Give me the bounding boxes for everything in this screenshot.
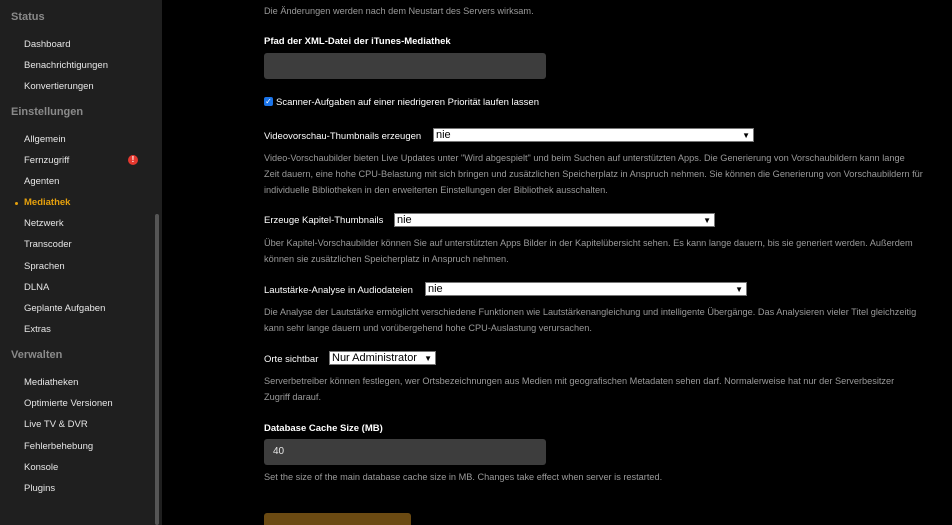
places-help-2: Zugriff darauf. bbox=[264, 392, 322, 402]
loudness-help-1: Die Analyse der Lautstärke ermöglicht verschiedene Funktionen wie Lautstärkenangleichung und intelligente Übergänge. Das Analysieren vieler Titel gleichzeitig bbox=[264, 307, 917, 317]
itunes-path-input[interactable] bbox=[264, 53, 546, 79]
loudness-select[interactable] bbox=[425, 282, 747, 296]
sidebar-item-optimierte-versionen[interactable]: Optimierte Versionen bbox=[24, 398, 113, 409]
video-thumbs-label: Videovorschau-Thumbnails erzeugen bbox=[264, 131, 422, 142]
itunes-path-label: Pfad der XML-Datei der iTunes-Mediathek bbox=[264, 36, 451, 47]
scanner-priority-checkbox[interactable]: ✓ bbox=[265, 97, 272, 106]
chapter-thumbs-help-1: Über Kapitel-Vorschaubilder können Sie auf unterstützten Apps Bilder in der Kapitelübersicht sehen. Es kann lange dauern, bis sie generiert werden. Außerdem bbox=[264, 238, 913, 248]
sidebar-item-konsole[interactable]: Konsole bbox=[24, 462, 59, 473]
sidebar-item-fernzugriff[interactable]: Fernzugriff bbox=[24, 155, 70, 166]
video-thumbs-help-2: Zeit dauern, eine hohe CPU-Belastung mit sich bringen und zusätzlichen Speicherplatz in Anspruch nehmen. Sie können die Generierung von Vorschaubildern für bbox=[264, 169, 923, 179]
db-cache-help: Set the size of the main database cache size in MB. Changes take effect when server is restarted. bbox=[264, 472, 663, 482]
sidebar-item-geplante-aufgaben[interactable]: Geplante Aufgaben bbox=[24, 303, 106, 314]
alert-icon: ! bbox=[128, 155, 138, 165]
sidebar-item-plugins[interactable]: Plugins bbox=[24, 483, 56, 494]
places-value: Nur Administrator bbox=[332, 352, 417, 364]
video-thumbs-select[interactable] bbox=[433, 128, 754, 142]
video-thumbs-value: nie bbox=[436, 129, 451, 141]
sidebar-item-benachrichtigungen[interactable]: Benachrichtigungen bbox=[24, 60, 108, 71]
sidebar-item-sprachen[interactable]: Sprachen bbox=[24, 261, 65, 272]
sidebar-scrollbar[interactable] bbox=[155, 214, 159, 525]
chevron-down-icon: ▼ bbox=[742, 131, 750, 140]
db-cache-label: Database Cache Size (MB) bbox=[264, 423, 383, 434]
places-help-1: Serverbetreiber können festlegen, wer Ortsbezeichnungen aus Medien mit geografischen Metadaten sehen darf. Normalerweise hat nur der Serverbesitzer bbox=[264, 376, 895, 386]
settings-panel bbox=[162, 0, 952, 525]
chapter-thumbs-select[interactable] bbox=[394, 213, 715, 227]
active-indicator-icon bbox=[15, 202, 18, 205]
sidebar-item-mediathek[interactable]: Mediathek bbox=[24, 197, 71, 208]
section-status-heading: Status bbox=[11, 11, 45, 23]
loudness-label: Lautstärke-Analyse in Audiodateien bbox=[264, 285, 413, 296]
sidebar-item-fehlerbehebung[interactable]: Fehlerbehebung bbox=[24, 441, 94, 452]
sidebar-item-transcoder[interactable]: Transcoder bbox=[24, 239, 72, 250]
loudness-help-2: kann sehr lange dauern und vorübergehend hohe CPU-Auslastung verursachen. bbox=[264, 323, 592, 333]
video-thumbs-help-3: individuelle Bibliotheken in den erweiterten Einstellungen der Bibliothek ausschalten. bbox=[264, 185, 608, 195]
places-label: Orte sichtbar bbox=[264, 354, 319, 365]
chevron-down-icon: ▼ bbox=[703, 216, 711, 225]
chapter-thumbs-help-2: können sie zusätzlichen Speicherplatz in Anspruch nehmen. bbox=[264, 254, 509, 264]
sidebar-item-konvertierungen[interactable]: Konvertierungen bbox=[24, 81, 94, 92]
db-cache-input[interactable]: 40 bbox=[264, 439, 546, 465]
scanner-priority-label: Scanner-Aufgaben auf einer niedrigeren Priorität laufen lassen bbox=[276, 97, 539, 108]
chevron-down-icon: ▼ bbox=[735, 285, 743, 294]
video-thumbs-help-1: Video-Vorschaubilder bieten Live Updates unter "Wird abgespielt" und beim Suchen auf unterstützten Apps. Die Generierung von Vorschaubildern kann lange bbox=[264, 153, 905, 163]
sidebar-item-live-tv-dvr[interactable]: Live TV & DVR bbox=[24, 419, 88, 430]
sidebar-item-netzwerk[interactable]: Netzwerk bbox=[24, 218, 64, 229]
sidebar-item-mediatheken[interactable]: Mediatheken bbox=[24, 377, 79, 388]
sidebar-item-extras[interactable]: Extras bbox=[24, 324, 51, 335]
chapter-thumbs-label: Erzeuge Kapitel-Thumbnails bbox=[264, 215, 384, 226]
places-select[interactable] bbox=[329, 351, 436, 365]
save-button[interactable] bbox=[264, 513, 411, 525]
sidebar-item-allgemein[interactable]: Allgemein bbox=[24, 134, 66, 145]
chapter-thumbs-value: nie bbox=[397, 214, 412, 226]
sidebar-item-dashboard[interactable]: Dashboard bbox=[24, 39, 71, 50]
section-einstellungen-heading: Einstellungen bbox=[11, 106, 84, 118]
restart-note: Die Änderungen werden nach dem Neustart des Servers wirksam. bbox=[264, 6, 534, 16]
loudness-value: nie bbox=[428, 283, 443, 295]
sidebar bbox=[0, 0, 162, 525]
sidebar-item-dlna[interactable]: DLNA bbox=[24, 282, 50, 293]
chevron-down-icon: ▼ bbox=[424, 354, 432, 363]
sidebar-item-agenten[interactable]: Agenten bbox=[24, 176, 60, 187]
section-verwalten-heading: Verwalten bbox=[11, 349, 63, 361]
